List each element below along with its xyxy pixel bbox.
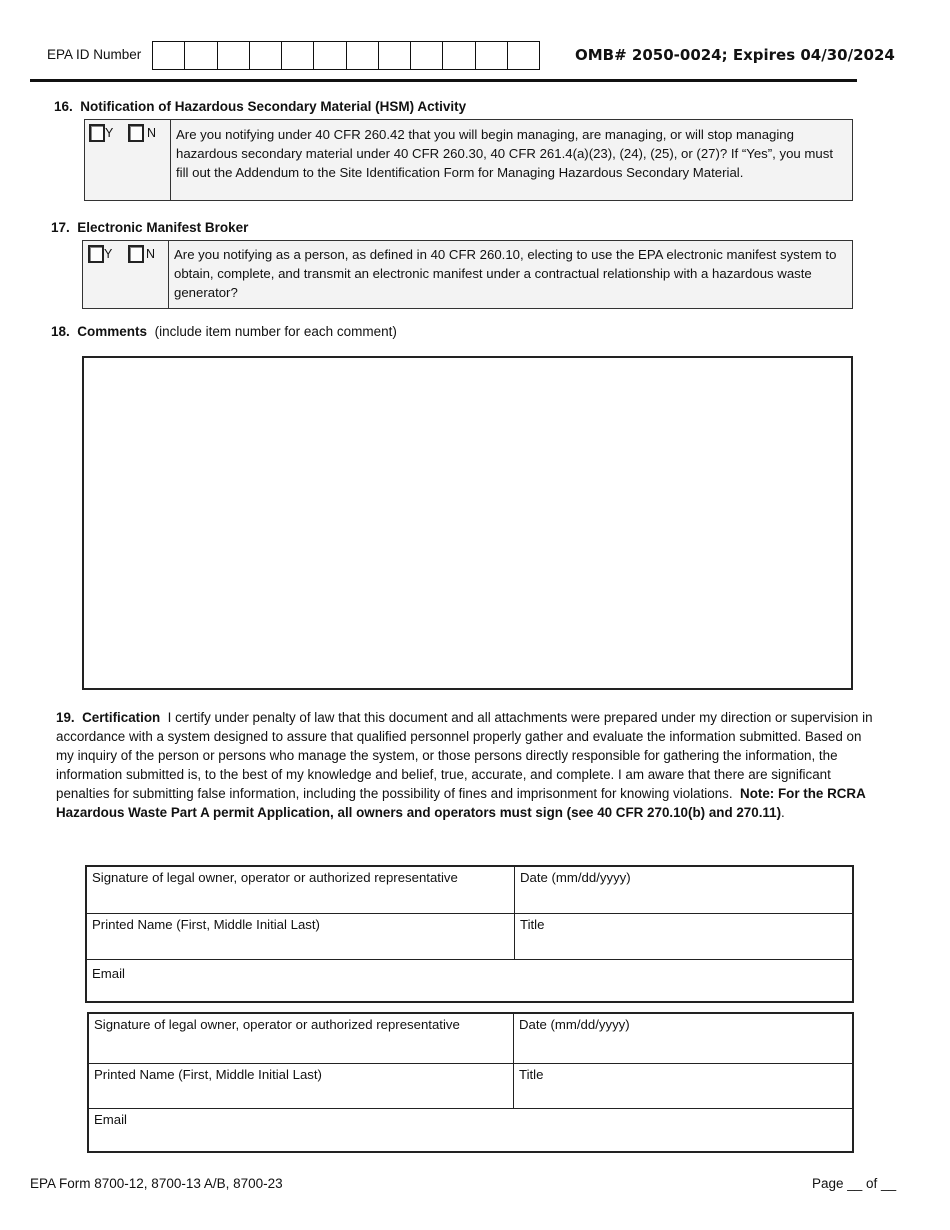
section-19-number: 19. (56, 710, 75, 725)
epa-id-char-10[interactable] (443, 42, 475, 69)
section-18-title: Comments (77, 324, 148, 339)
date-label: Date (mm/dd/yyyy) (519, 1017, 630, 1032)
section-16-yes-no (85, 120, 171, 200)
section-16-no-checkbox[interactable] (128, 124, 144, 142)
section-16-yes-checkbox[interactable] (89, 124, 105, 142)
section-16-title: Notification of Hazardous Secondary Material (HSM) Activity (80, 99, 467, 114)
section-19-certification (56, 708, 882, 822)
epa-id-char-4[interactable] (250, 42, 282, 69)
email-field[interactable] (87, 960, 852, 1001)
signature-label: Signature of legal owner, operator or authorized representative (94, 1017, 460, 1032)
section-19-body: I certify under penalty of law that this document and all attachments were prepared under my direction or supervision in accordance with a system designed to assure that qualified personnel properly gather and evaluate the information submitted. Based on my inquiry of the person or persons who manage the system, or those persons directly responsible for gathering the information, the information submitted is, to the best of my knowledge and belief, true, accurate, and complete. I am aware that there are significant penalties for submitting false information, including the possibility of fines and imprisonment for knowing violations. (56, 710, 873, 801)
signature-block-2 (87, 1012, 854, 1153)
section-16-yes-label: Y (105, 126, 114, 140)
section-17-yes-no (83, 241, 169, 308)
header-divider (30, 79, 857, 82)
signature-field[interactable] (89, 1014, 514, 1063)
name-title-row (87, 914, 852, 960)
section-18-number: 18. (51, 324, 70, 339)
omb-number: OMB# 2050-0024; Expires 04/30/2024 (575, 46, 895, 64)
section-16-question: Are you notifying under 40 CFR 260.42 that you will begin managing, are managing, or will stop managing hazardous secondary material under 40 CFR 260.30, 40 CFR 261.4(a)(23), (24), (25), or (27)? If “Yes”, you must fill out the Addendum to the Site Identification Form for Managing Hazardous Secondary Material. (176, 127, 833, 180)
form-numbers: EPA Form 8700-12, 8700-13 A/B, 8700-23 (30, 1176, 283, 1191)
title-label: Title (519, 1067, 544, 1082)
date-label: Date (mm/dd/yyyy) (520, 870, 631, 885)
section-17-no-checkbox[interactable] (128, 245, 144, 263)
epa-id-char-2[interactable] (185, 42, 217, 69)
section-16-heading (54, 99, 466, 114)
epa-id-char-11[interactable] (476, 42, 508, 69)
epa-id-char-3[interactable] (218, 42, 250, 69)
section-16-no-label: N (147, 126, 157, 140)
section-19-note-end: . (781, 805, 785, 820)
title-field[interactable] (515, 914, 852, 959)
section-17-yes-checkbox[interactable] (88, 245, 104, 263)
signature-row (87, 867, 852, 914)
section-16-box (84, 119, 853, 201)
section-17-title: Electronic Manifest Broker (77, 220, 249, 235)
epa-id-char-12[interactable] (508, 42, 539, 69)
email-label: Email (92, 966, 125, 981)
section-18-subtitle: (include item number for each comment) (154, 324, 397, 339)
email-row (87, 960, 852, 1001)
section-17-no-label: N (146, 247, 156, 261)
title-field[interactable] (514, 1064, 852, 1108)
printed-name-field[interactable] (87, 914, 515, 959)
email-label: Email (94, 1112, 127, 1127)
comments-textarea[interactable] (82, 356, 853, 690)
epa-id-char-7[interactable] (347, 42, 379, 69)
name-title-row (89, 1064, 852, 1109)
signature-row (89, 1014, 852, 1064)
date-field[interactable] (514, 1014, 852, 1063)
epa-id-label: EPA ID Number (47, 47, 142, 62)
signature-field[interactable] (87, 867, 515, 913)
page-number: Page __ of __ (812, 1176, 897, 1191)
section-17-number: 17. (51, 220, 70, 235)
printed-name-label: Printed Name (First, Middle Initial Last) (94, 1067, 322, 1082)
section-19-title: Certification (82, 710, 161, 725)
email-row (89, 1109, 852, 1151)
date-field[interactable] (515, 867, 852, 913)
section-19-note: Note: For the RCRA Hazardous Waste Part A permit Application, all owners and operators must sign (see 40 CFR 270.10(b) and 270.11) (56, 786, 866, 820)
epa-id-char-1[interactable] (153, 42, 185, 69)
epa-id-char-9[interactable] (411, 42, 443, 69)
epa-id-input-group (152, 41, 540, 70)
epa-id-char-6[interactable] (314, 42, 346, 69)
printed-name-field[interactable] (89, 1064, 514, 1108)
title-label: Title (520, 917, 545, 932)
section-17-question: Are you notifying as a person, as defined in 40 CFR 260.10, electing to use the EPA electronic manifest system to obtain, complete, and transmit an electronic manifest under a contractual relationship with a hazardous waste generator? (174, 247, 837, 300)
email-field[interactable] (89, 1109, 852, 1151)
epa-id-char-8[interactable] (379, 42, 411, 69)
section-17-yes-label: Y (104, 247, 113, 261)
signature-label: Signature of legal owner, operator or authorized representative (92, 870, 458, 885)
epa-id-char-5[interactable] (282, 42, 314, 69)
section-18-heading (51, 324, 397, 339)
printed-name-label: Printed Name (First, Middle Initial Last) (92, 917, 320, 932)
section-16-number: 16. (54, 99, 73, 114)
section-17-box (82, 240, 853, 309)
section-17-heading (51, 220, 248, 235)
signature-block-1 (85, 865, 854, 1003)
